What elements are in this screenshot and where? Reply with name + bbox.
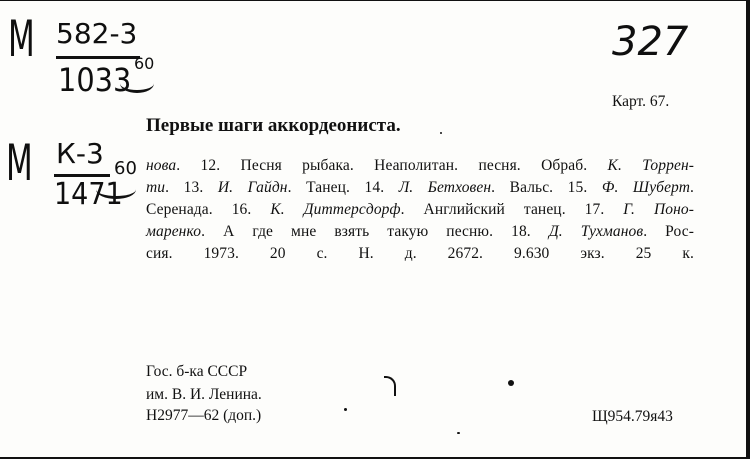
body-segment: . 13. <box>165 179 218 196</box>
classification-code: Щ954.79я43 <box>592 408 673 425</box>
scan-mark <box>384 376 396 396</box>
body-segment: . 12. Песня рыбака. Неаполитан. песня. Обраб. <box>176 157 608 174</box>
scan-speck <box>440 132 442 134</box>
body-segment: сия. <box>146 245 173 262</box>
call-number-bottom-2: 1471 <box>54 177 123 212</box>
body-segment: ти <box>146 179 166 196</box>
call-number-bottom-1: 1033 <box>58 61 132 99</box>
body-segment: К. Диттерсдорф <box>270 201 401 218</box>
card-border-top <box>0 0 750 1</box>
call-number-letter-1: М <box>8 10 35 68</box>
body-segment: И. Гайдн <box>217 179 288 196</box>
body-segment: К. Торрен- <box>607 157 694 174</box>
library-line-1: Гос. б-ка СССР <box>146 363 248 380</box>
body-segment: . Вальс. 15. <box>491 179 602 196</box>
body-line-1 <box>146 155 694 177</box>
card-title: Первые шаги аккордеониста. <box>146 115 401 136</box>
scan-speck <box>508 380 514 386</box>
body-segment: . Английский танец. 17. <box>400 201 624 218</box>
body-segment: нова <box>146 157 177 174</box>
library-line-3: Н2977—62 (доп.) <box>146 407 262 424</box>
call-number-rule-1 <box>56 56 140 59</box>
body-segment: Г. Поно- <box>623 201 694 218</box>
body-segment: 20 с. <box>269 245 328 262</box>
call-number-top-2: К-3 <box>56 137 104 170</box>
body-segment: . <box>690 179 694 196</box>
body-line-4 <box>146 221 694 243</box>
call-number-suffix-1: 60 <box>134 54 155 73</box>
body-segment: Ф. Шуберт <box>601 179 690 196</box>
body-segment: . Танец. 14. <box>287 179 399 196</box>
body-line-3 <box>146 199 694 221</box>
kart-number: Карт. 67. <box>612 93 670 110</box>
body-segment: . А где мне взять такую песню. 18. <box>201 223 549 240</box>
body-segment: Серенада. 16. <box>146 201 271 218</box>
body-segment: 1973. <box>203 245 239 262</box>
library-line-2: им. В. И. Ленина. <box>146 386 262 403</box>
card-border-right <box>746 0 750 459</box>
call-number-top-1: 582-3 <box>56 17 138 50</box>
call-number-suffix-2: 60 <box>114 158 137 179</box>
body-segment: Н. д. 2672. <box>358 245 484 262</box>
body-segment: . Рос- <box>643 223 694 240</box>
body-segment: Л. Бетховен <box>398 179 492 196</box>
body-line-2 <box>146 177 694 199</box>
call-number-swoosh-1 <box>120 74 154 93</box>
body-segment: Д. Тухманов <box>548 223 644 240</box>
call-number-swoosh-2 <box>96 180 136 199</box>
call-number-letter-2: М <box>6 134 33 192</box>
scan-speck <box>344 408 347 411</box>
body-segment: 9.630 экз. 25 к. <box>514 245 694 262</box>
scan-speck <box>457 432 460 434</box>
handwritten-number: 327 <box>612 19 689 65</box>
body-line-5 <box>146 243 694 265</box>
body-segment: маренко <box>146 223 202 240</box>
